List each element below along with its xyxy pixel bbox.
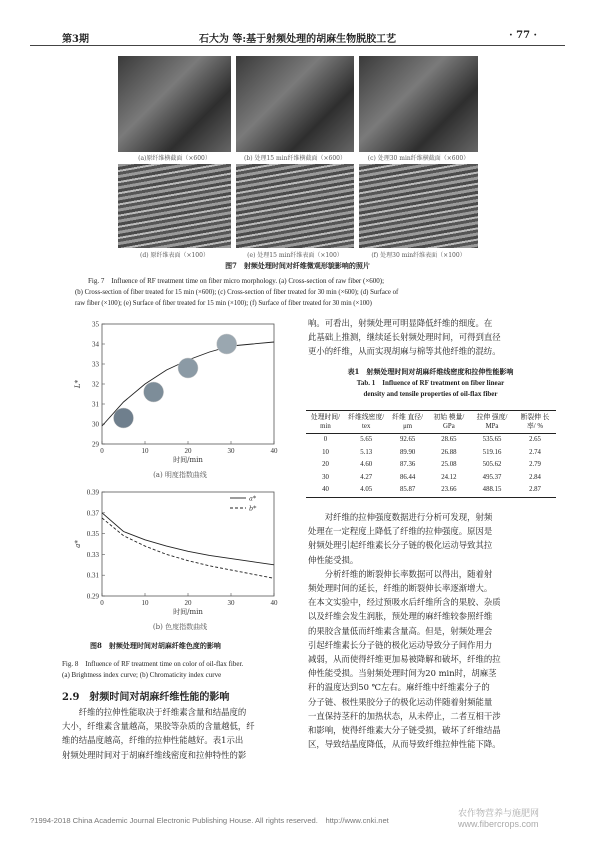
- fig7-title-en-1: Fig. 7 Influence of RF treatment time on fiber micro morphology. (a) Cross-section of raw fiber (×600);: [88, 277, 385, 285]
- table-cell: 5.65: [360, 436, 373, 443]
- x-axis-label: 时间/min: [173, 456, 203, 464]
- table-cell: 2.65: [529, 436, 541, 443]
- body-line: 伸性能受损。: [308, 554, 359, 565]
- table-cell: 5.13: [360, 448, 373, 456]
- right-column-text: [308, 510, 558, 751]
- body-line: 区，导致结晶度降低，从而导致纤维拉伸性能下降。: [308, 739, 501, 750]
- body-line: 减弱，从而使得纤维更加易被降解和破坏，纤维的拉: [308, 654, 501, 665]
- right-column-intro: [308, 316, 553, 359]
- micrograph-e: [236, 164, 354, 248]
- x-axis-label: 时间/min: [173, 608, 203, 616]
- table-row: [306, 434, 556, 447]
- fig8-caption-a: (a) 明度指数曲线: [153, 471, 207, 479]
- y-tick-label: 32: [92, 380, 99, 389]
- body-line: 响。可看出，射频处理可明显降低纤维的细度。在: [308, 318, 493, 328]
- x-tick-label: 10: [141, 599, 149, 607]
- body-line: 一直保持茎秆的加热状态，从未停止，二者互相干涉: [308, 710, 501, 721]
- table-header-cell: 纤维 直径/ μm: [388, 411, 428, 434]
- body-line: 秆的温度达到50 ℃左右。麻纤维中纤维素分子的: [308, 682, 490, 693]
- table-header-cell: 初始 模量/ GPa: [428, 411, 470, 434]
- y-axis-label: a*: [74, 540, 82, 548]
- micrograph-b: [236, 56, 354, 152]
- x-tick-label: 30: [227, 599, 235, 607]
- fig7-title-en-3: raw fiber (×100); (e) Surface of fiber treated for 15 min (×100); (f) Surface of fiber treated for 30 min (×100): [75, 300, 372, 307]
- table-header-cell: 纤维线密度/ tex: [345, 411, 388, 434]
- micrograph-d: [118, 164, 231, 248]
- table-row: [306, 447, 556, 460]
- series-line-a*: [102, 513, 274, 565]
- y-tick-label: 33: [92, 360, 99, 369]
- y-tick-label: 0.39: [86, 488, 99, 497]
- x-tick-label: 30: [227, 447, 235, 455]
- table-cell: 28.65: [441, 436, 457, 443]
- series-line-b*: [102, 518, 274, 578]
- body-line: 和影响，使得纤维素大分子链受损，破坏了纤维结晶: [308, 725, 501, 736]
- table-cell: 4.27: [360, 473, 373, 481]
- table-row: [306, 484, 556, 497]
- fig8-caption-b: (b) 色度指数曲线: [152, 623, 208, 631]
- body-line: 对纤维的拉伸强度数据进行分析可发现，射频: [308, 512, 493, 522]
- caption-e: (e) 处理15 min纤维表面（×100）: [247, 252, 343, 259]
- legend-label: b*: [249, 504, 257, 513]
- table-cell: 92.65: [399, 436, 416, 443]
- x-tick-label: 0: [100, 447, 104, 455]
- table-1: [306, 410, 556, 498]
- caption-b: (b) 处理15 min纤维横截面（×600）: [244, 155, 346, 162]
- table1-title-en-1: Tab. 1 Influence of RF treatment on fiber linear: [356, 379, 505, 387]
- x-tick-label: 10: [141, 447, 149, 455]
- y-tick-label: 29: [92, 440, 99, 449]
- table1-title-en-2: density and tensile properties of oil-flax fiber: [363, 390, 498, 398]
- y-tick-label: 31: [92, 400, 99, 409]
- y-tick-label: 0.35: [86, 530, 99, 539]
- table-cell: 87.36: [399, 461, 416, 469]
- caption-a: (a)原纤维横截面（×600）: [138, 155, 211, 162]
- table-cell: 40: [306, 484, 345, 497]
- sample-photo: [114, 408, 134, 428]
- table-header-cell: 处理时间/ min: [306, 411, 345, 434]
- table-cell: 2.87: [514, 484, 556, 497]
- table-cell: 85.87: [388, 484, 428, 497]
- caption-f: (f) 处理30 min纤维表面（×100）: [371, 252, 466, 259]
- body-line: 分析纤维的断裂伸长率数据可以得出，随着射: [308, 568, 493, 579]
- y-tick-label: 0.33: [86, 550, 99, 559]
- table-cell: 89.90: [399, 448, 416, 456]
- sample-photo: [144, 382, 164, 402]
- micrograph-f: [359, 164, 478, 248]
- fig8-title-en-2: (a) Brightness index curve; (b) Chromaticity index curve: [62, 671, 222, 679]
- table-cell: 25.08: [441, 461, 457, 469]
- y-tick-label: 0.31: [86, 571, 99, 580]
- table-cell: 535.65: [482, 436, 502, 443]
- micrograph-a: [118, 56, 231, 152]
- table-cell: 20: [322, 461, 329, 469]
- body-line: 伸性能受损。当射频处理时间为20 min时，胡麻茎: [308, 668, 497, 679]
- table-cell: 2.84: [529, 473, 541, 481]
- page-number: · 77 ·: [509, 30, 537, 41]
- body-line: 在本文实验中，经过预吸水后纤维所含的果胶、杂质: [308, 597, 501, 608]
- table-cell: 23.66: [428, 484, 470, 497]
- table-cell: 4.05: [345, 484, 388, 497]
- fig7-title-cn: 图7 射频处理时间对纤维微观形貌影响的照片: [225, 261, 370, 270]
- x-tick-label: 20: [184, 599, 192, 607]
- body-line: 更小的纤维，从而实现胡麻与棉等其他纤维的混纺。: [308, 346, 501, 357]
- y-axis-label: L*: [74, 379, 82, 389]
- micrograph-c: [359, 56, 478, 152]
- table-header-cell: 拉伸 强度/ MPa: [470, 411, 514, 434]
- y-tick-label: 0.37: [86, 509, 99, 518]
- table1-title-cn: 表1 射频处理时间对胡麻纤维线密度和拉伸性能影响: [347, 367, 514, 376]
- chromaticity-chart: [70, 486, 290, 618]
- table-cell: 30: [322, 473, 329, 481]
- table-cell: 495.37: [482, 473, 502, 481]
- table-cell: 2.79: [529, 461, 541, 469]
- x-tick-label: 20: [184, 447, 192, 455]
- body-line: 的果胶含量低而纤维素含量高。但是，射频处理会: [308, 625, 493, 636]
- y-tick-label: 30: [92, 420, 99, 429]
- body-line: 大小，纤维素含量越高，果胶等杂质的含量越低，纤: [62, 721, 255, 732]
- table-cell: 488.15: [470, 484, 514, 497]
- table-header-cell: 断裂伸 长率/ %: [514, 411, 556, 434]
- body-line: 引起纤维素长分子链的极化运动导致分子间作用力: [308, 639, 493, 650]
- body-line: 频处理时间的延长，纤维的断裂伸长率逐渐增大。: [308, 583, 493, 594]
- sample-photo: [178, 358, 198, 378]
- left-column-text: [62, 705, 320, 762]
- x-tick-label: 0: [100, 599, 104, 607]
- table-cell: 26.88: [441, 448, 457, 456]
- x-tick-label: 40: [270, 447, 278, 455]
- table-cell: 519.16: [482, 448, 502, 456]
- brightness-chart: [70, 318, 290, 466]
- header-rule: [30, 45, 565, 46]
- copyright-footer: ?1994-2018 China Academic Journal Electronic Publishing House. All rights reserved. http://www.cnki.net: [30, 816, 389, 825]
- running-title: 石大为 等:基于射频处理的胡麻生物脱胶工艺: [198, 34, 397, 45]
- table-row: [306, 472, 556, 485]
- y-tick-label: 0.29: [86, 592, 99, 601]
- table-cell: 505.62: [482, 461, 502, 469]
- legend-label: a*: [249, 494, 257, 503]
- table-cell: 10: [322, 448, 329, 456]
- body-line: 此基础上推测，继续延长射频处理时间，可得到直径: [308, 332, 501, 343]
- body-line: 纤维的拉伸性能取决于纤维素含量和结晶度的: [62, 707, 247, 717]
- y-tick-label: 34: [92, 340, 99, 349]
- body-line: 处理在一定程度上降低了纤维的拉伸强度。原因是: [308, 526, 493, 537]
- body-line: 射频处理引起纤维素长分子链的极化运动导致其拉: [308, 540, 493, 551]
- fig8-title-en-1: Fig. 8 Influence of RF treatment time on color of oil-flax fiber.: [62, 660, 244, 668]
- sample-photo: [217, 334, 237, 354]
- section-heading: 2.9 射频时间对胡麻纤维性能的影响: [62, 692, 230, 703]
- caption-d: (d) 原纤维表面（×100）: [140, 252, 209, 259]
- table-cell: 86.44: [399, 473, 416, 481]
- issue-number: 第3期: [62, 34, 89, 45]
- fig8-title-cn: 图8 射频处理时间对胡麻纤维色度的影响: [90, 641, 221, 650]
- body-line: 射频处理时间对于胡麻纤维线密度和拉伸特性的影: [62, 749, 247, 760]
- table-cell: 2.74: [529, 448, 541, 456]
- watermark: 农作物营养与施肥网 www.fibercrops.com: [458, 808, 540, 829]
- table-cell: 0: [323, 436, 328, 443]
- table-cell: 24.12: [441, 473, 457, 481]
- caption-c: (c) 处理30 min纤维横截面（×600）: [367, 155, 470, 162]
- table-row: [306, 459, 556, 472]
- x-tick-label: 40: [270, 599, 278, 607]
- y-tick-label: 35: [92, 320, 99, 329]
- body-line: 分子链、极性果胶分子的极化运动伴随着射频能量: [308, 696, 493, 707]
- fig7-title-en-2: (b) Cross-section of fiber treated for 15 min (×600); (c) Cross-section of fiber treated for 30 min (×600); (d) Surface of: [75, 289, 399, 296]
- body-line: 以及纤维会发生润胀，预处理的麻纤维较参照纤维: [308, 611, 493, 622]
- table-cell: 4.60: [360, 461, 373, 469]
- body-line: 维的结晶度越高，纤维的拉伸性能越好。表1示出: [62, 735, 244, 746]
